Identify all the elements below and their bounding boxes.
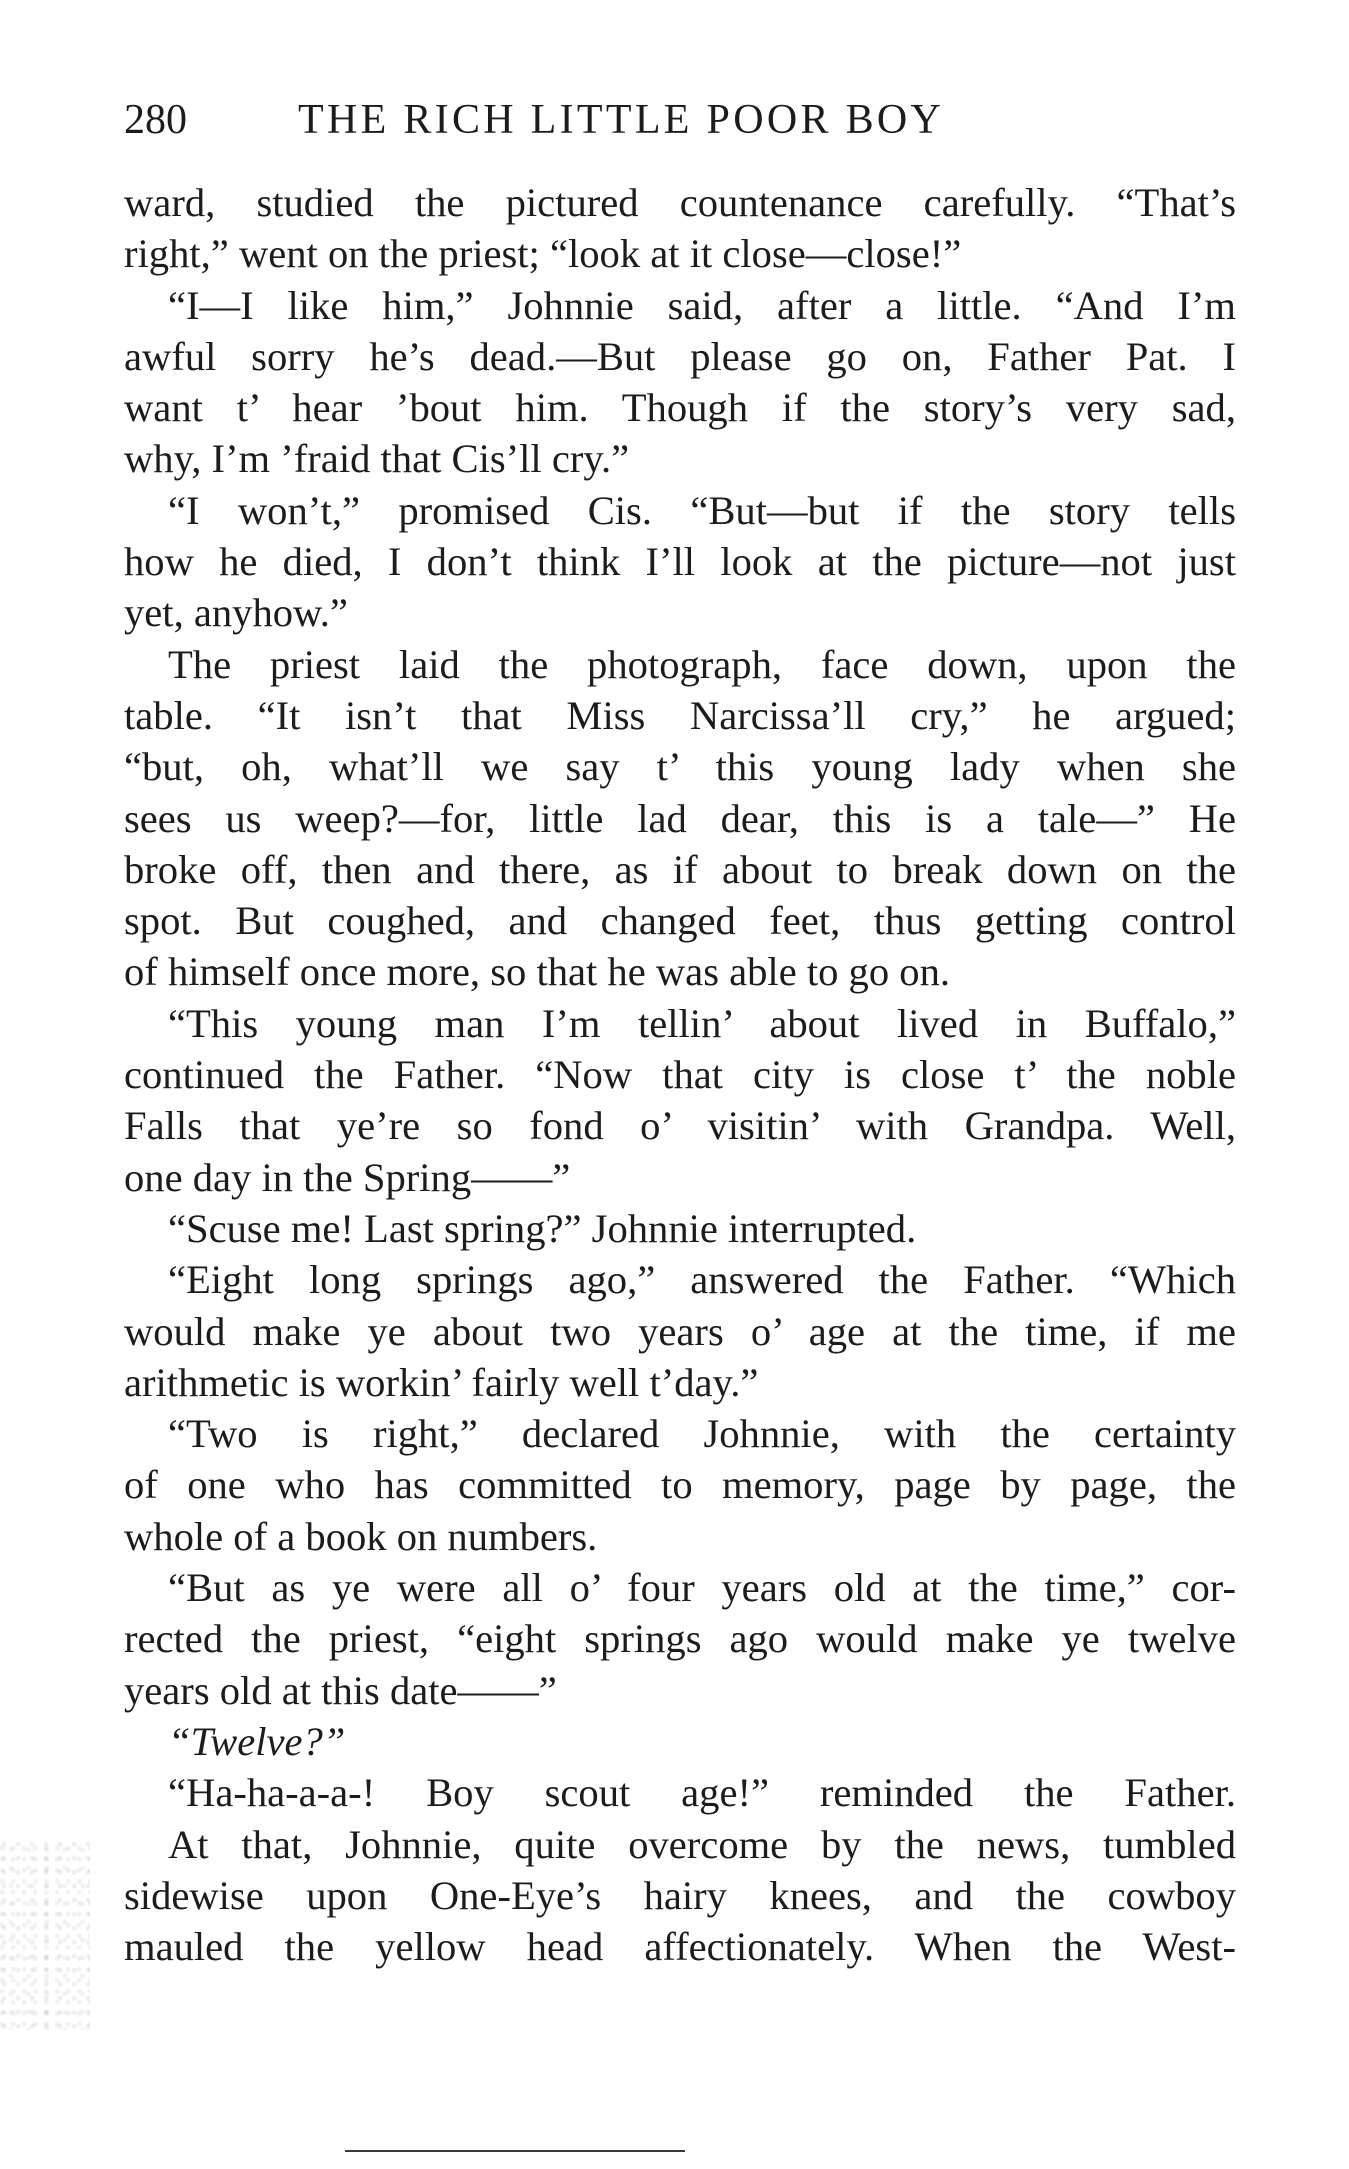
text-line: “But as ye were all o’ four years old at the time,” cor- xyxy=(168,1565,1236,1611)
text-line: rected the priest, “eight springs ago would make ye twelve xyxy=(124,1616,1236,1662)
text-line: arithmetic is workin’ fairly well t’day.” xyxy=(124,1359,759,1405)
text-line: sees us weep?—for, little lad dear, this is a tale—” He xyxy=(124,795,1236,841)
body-text xyxy=(124,177,1236,1972)
text-line: broke off, then and there, as if about to break down on the xyxy=(124,846,1236,892)
text-line: of himself once more, so that he was able to go on. xyxy=(124,949,951,995)
text-line: yet, anyhow.” xyxy=(124,590,348,636)
text-line: why, I’m ’fraid that Cis’ll cry.” xyxy=(124,436,630,482)
text-line: “Eight long springs ago,” answered the Father. “Which xyxy=(168,1257,1236,1303)
page-header xyxy=(124,92,1234,148)
text-line: how he died, I don’t think I’ll look at the picture—not just xyxy=(124,539,1236,585)
text-line: “I won’t,” promised Cis. “But—but if the story tells xyxy=(168,487,1236,533)
text-line: mauled the yellow head affectionately. When the West- xyxy=(124,1924,1236,1970)
text-line: want t’ hear ’bout him. Though if the story’s very sad, xyxy=(124,385,1236,431)
running-title: THE RICH LITTLE POOR BOY xyxy=(298,97,945,143)
text-line: awful sorry he’s dead.—But please go on, Father Pat. I xyxy=(124,333,1236,379)
text-line: one day in the Spring——” xyxy=(124,1154,571,1200)
text-line: At that, Johnnie, quite overcome by the news, tumbled xyxy=(168,1821,1236,1867)
text-line: The priest laid the photograph, face down, upon the xyxy=(168,641,1236,687)
text-line: ward, studied the pictured countenance carefully. “That’s xyxy=(124,180,1236,225)
text-line: “This young man I’m tellin’ about lived in Buffalo,” xyxy=(168,1000,1236,1046)
text-line: Falls that ye’re so fond o’ visitin’ with Grandpa. Well, xyxy=(124,1103,1236,1149)
text-line: “but, oh, what’ll we say t’ this young lady when she xyxy=(124,744,1236,790)
text-line: spot. But coughed, and changed feet, thus getting control xyxy=(124,898,1236,944)
page-number: 280 xyxy=(124,97,187,143)
text-line: right,” went on the priest; “look at it close—close!” xyxy=(124,231,962,277)
text-line: “Scuse me! Last spring?” Johnnie interrupted. xyxy=(168,1205,917,1251)
text-line: “Two is right,” declared Johnnie, with the certainty xyxy=(168,1411,1236,1457)
text-line: sidewise upon One-Eye’s hairy knees, and the cowboy xyxy=(124,1872,1236,1918)
text-line: years old at this date——” xyxy=(124,1667,557,1713)
paper-speckle xyxy=(0,1840,90,2030)
text-line: “I—I like him,” Johnnie said, after a little. “And I’m xyxy=(168,282,1236,328)
text-line: continued the Father. “Now that city is close t’ the noble xyxy=(124,1052,1236,1098)
text-line: whole of a book on numbers. xyxy=(124,1513,598,1559)
text-line: “Twelve?” xyxy=(168,1718,346,1764)
text-line: of one who has committed to memory, page by page, the xyxy=(124,1462,1236,1508)
text-line: “Ha-ha-a-a-! Boy scout age!” reminded the Father. xyxy=(168,1770,1236,1816)
text-line: would make ye about two years o’ age at the time, if me xyxy=(124,1308,1236,1354)
text-line: table. “It isn’t that Miss Narcissa’ll cry,” he argued; xyxy=(124,692,1236,738)
footer-rule xyxy=(345,2150,685,2152)
